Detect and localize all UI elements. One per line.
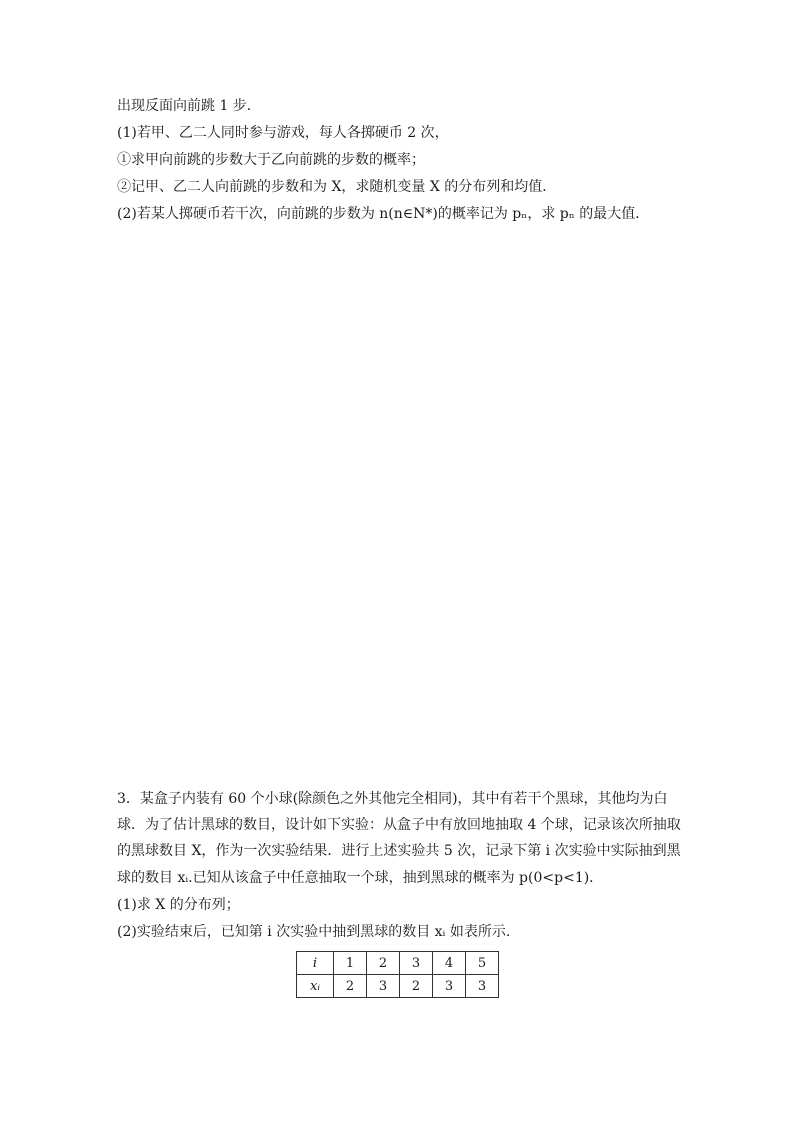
table-cell: 2 (334, 975, 367, 998)
p1-line1: 出现反面向前跳 1 步． (117, 98, 261, 114)
table-cell: 4 (433, 952, 466, 975)
q3-line2: 球．为了估计黑球的数目，设计如下实验：从盒子中有放回地抽取 4 个球，记录该次所抽取 (117, 817, 681, 833)
q3-line4: 球的数目 xᵢ.已知从该盒子中任意抽取一个球，抽到黑球的概率为 p(0<p<1)． (117, 870, 604, 886)
q3-line5: (1)求 X 的分布列； (117, 897, 240, 913)
table-cell: 3 (433, 975, 466, 998)
table-row (297, 975, 499, 998)
table-cell: 2 (400, 975, 433, 998)
q3-line6: (2)实验结束后，已知第 i 次实验中抽到黑球的数目 xᵢ 如表所示. (117, 924, 511, 940)
p1-line5: (2)若某人掷硬币若干次，向前跳的步数为 n(n∈N*)的概率记为 pₙ，求 pₙ 的最大值． (117, 206, 650, 222)
table-cell: 1 (334, 952, 367, 975)
table-head-x: xᵢ (297, 975, 334, 998)
p1-line4: ②记甲、乙二人向前跳的步数和为 X，求随机变量 X 的分布列和均值． (117, 179, 557, 195)
table-cell: 2 (367, 952, 400, 975)
data-table (296, 951, 499, 998)
p1-line3: ①求甲向前跳的步数大于乙向前跳的步数的概率； (117, 152, 425, 168)
q3-line3: 的黑球数目 X，作为一次实验结果．进行上述实验共 5 次，记录下第 i 次实验中实际抽到黑 (117, 843, 681, 859)
table-cell: 3 (367, 975, 400, 998)
p1-line2: (1)若甲、乙二人同时参与游戏，每人各掷硬币 2 次， (117, 125, 449, 141)
table-cell: 5 (466, 952, 499, 975)
table-row (297, 952, 499, 975)
table-cell: 3 (400, 952, 433, 975)
table-cell: 3 (466, 975, 499, 998)
table-head-i: i (297, 952, 334, 975)
q3-line1: 3．某盒子内装有 60 个小球(除颜色之外其他完全相同)，其中有若干个黑球，其他均为白 (117, 791, 668, 807)
